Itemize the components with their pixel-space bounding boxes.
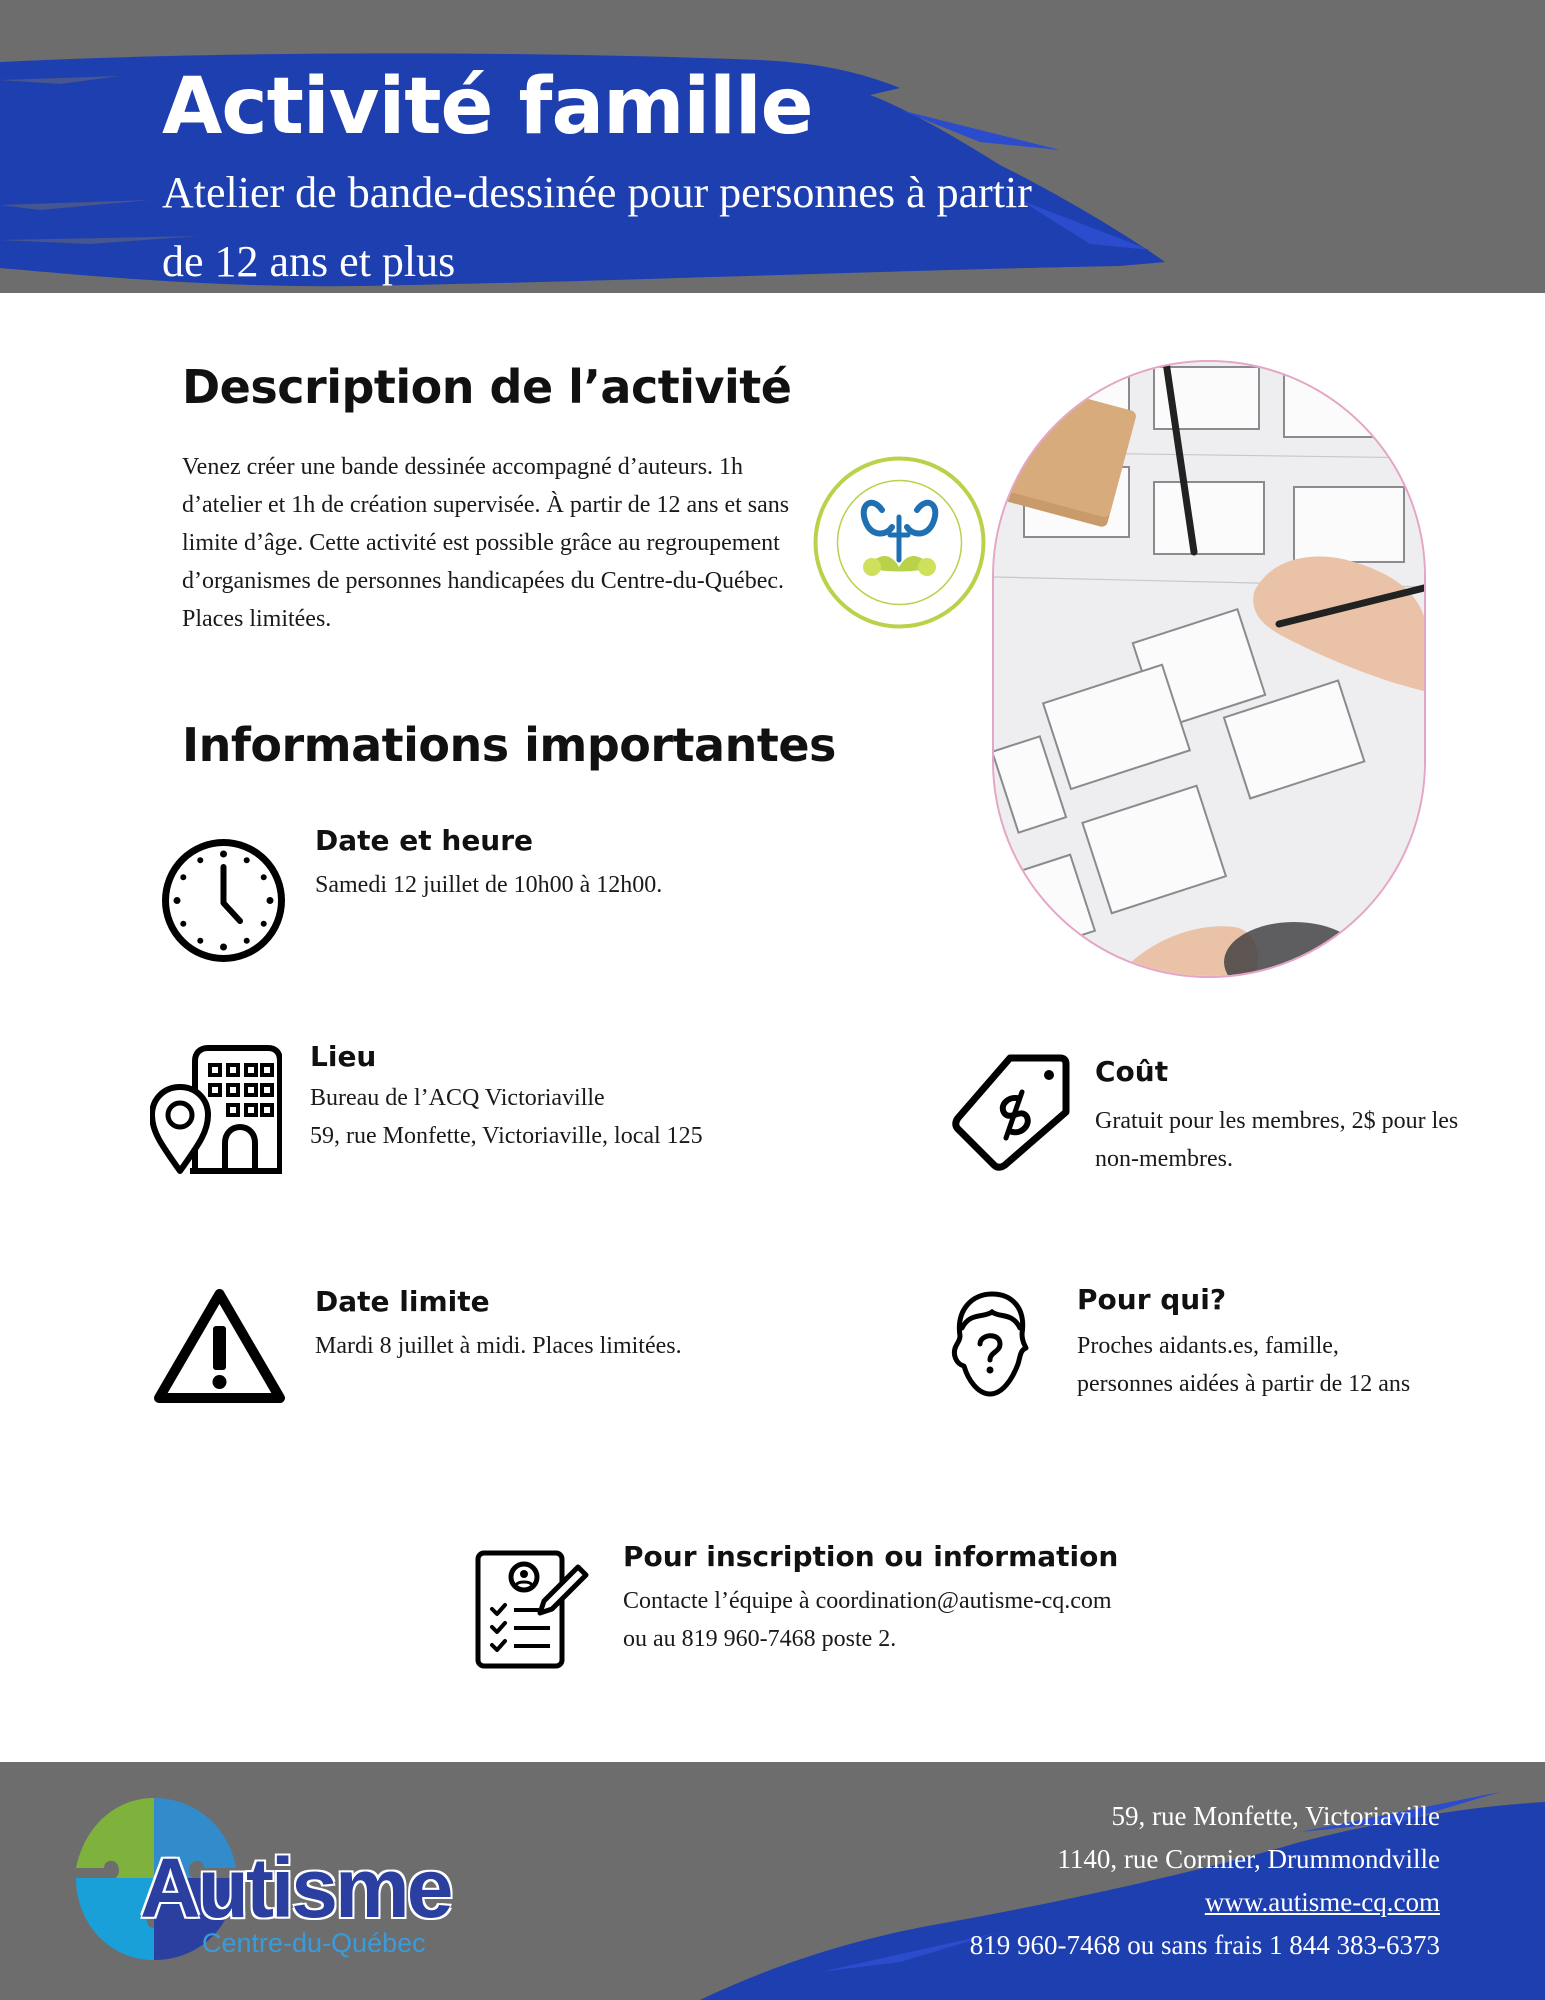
logo-wordmark: Autisme xyxy=(140,1841,451,1935)
description-text: Venez créer une bande dessinée accompagné d’auteurs. 1h d’atelier et 1h de création supervisée. À partir de 12 ans et sans limite d’âge. Cette activité est possible grâce au regroupement d’organismes de personnes handicapées du Centre-du-Québec. Places limitées. xyxy=(182,454,790,632)
info-heading: Informations importantes xyxy=(182,718,836,772)
page-title: Activité famille xyxy=(162,62,813,152)
comic-drawing-photo xyxy=(992,360,1426,978)
cout-title: Coût xyxy=(1095,1055,1169,1088)
question-head-icon xyxy=(950,1288,1030,1400)
limite-title: Date limite xyxy=(315,1285,490,1318)
inscription-line1: Contacte l’équipe à coordination@autisme-cq.com xyxy=(623,1588,1112,1614)
date-title: Date et heure xyxy=(315,824,534,857)
footer-contact xyxy=(970,1795,1440,1967)
footer-phone: 819 960-7468 ou sans frais 1 844 383-6373 xyxy=(969,1930,1440,1960)
lieu-line2: 59, rue Monfette, Victoriaville, local 125 xyxy=(310,1123,703,1149)
inscription-title: Pour inscription ou information xyxy=(623,1540,1119,1573)
lieu-title: Lieu xyxy=(310,1040,377,1073)
description-heading: Description de l’activité xyxy=(182,360,792,414)
clock-icon xyxy=(160,837,287,964)
page-subtitle: Atelier de bande-dessinée pour personnes à partir de 12 ans et plus xyxy=(162,168,1032,286)
footer-address-2: 1140, rue Cormier, Drummondville xyxy=(1057,1844,1440,1874)
inscription-line2: ou au 819 960-7468 poste 2. xyxy=(623,1626,897,1652)
footer-website-link[interactable]: www.autisme-cq.com xyxy=(1204,1887,1440,1917)
header-band xyxy=(0,0,1545,293)
cout-text: Gratuit pour les membres, 2$ pour les non-membres. xyxy=(1095,1108,1459,1172)
limite-text: Mardi 8 juillet à midi. Places limitées. xyxy=(315,1333,682,1359)
autisme-logo xyxy=(64,1788,484,1968)
pour-qui-line1: Proches aidants.es, famille, xyxy=(1077,1333,1339,1359)
warning-icon xyxy=(153,1288,286,1406)
building-location-icon xyxy=(150,1043,282,1175)
pour-qui-line2: personnes aidées à partir de 12 ans xyxy=(1077,1371,1411,1397)
footer-band xyxy=(0,1762,1545,2000)
date-text: Samedi 12 juillet de 10h00 à 12h00. xyxy=(315,872,663,898)
logo-subtitle: Centre-du-Québec xyxy=(202,1928,426,1958)
pour-qui-title: Pour qui? xyxy=(1077,1283,1227,1316)
price-tag-icon xyxy=(950,1050,1072,1172)
lieu-line1: Bureau de l’ACQ Victoriaville xyxy=(310,1085,605,1111)
regroupement-seal-logo xyxy=(812,455,987,630)
footer-address-1: 59, rue Monfette, Victoriaville xyxy=(1111,1801,1440,1831)
clipboard-icon xyxy=(474,1545,589,1670)
